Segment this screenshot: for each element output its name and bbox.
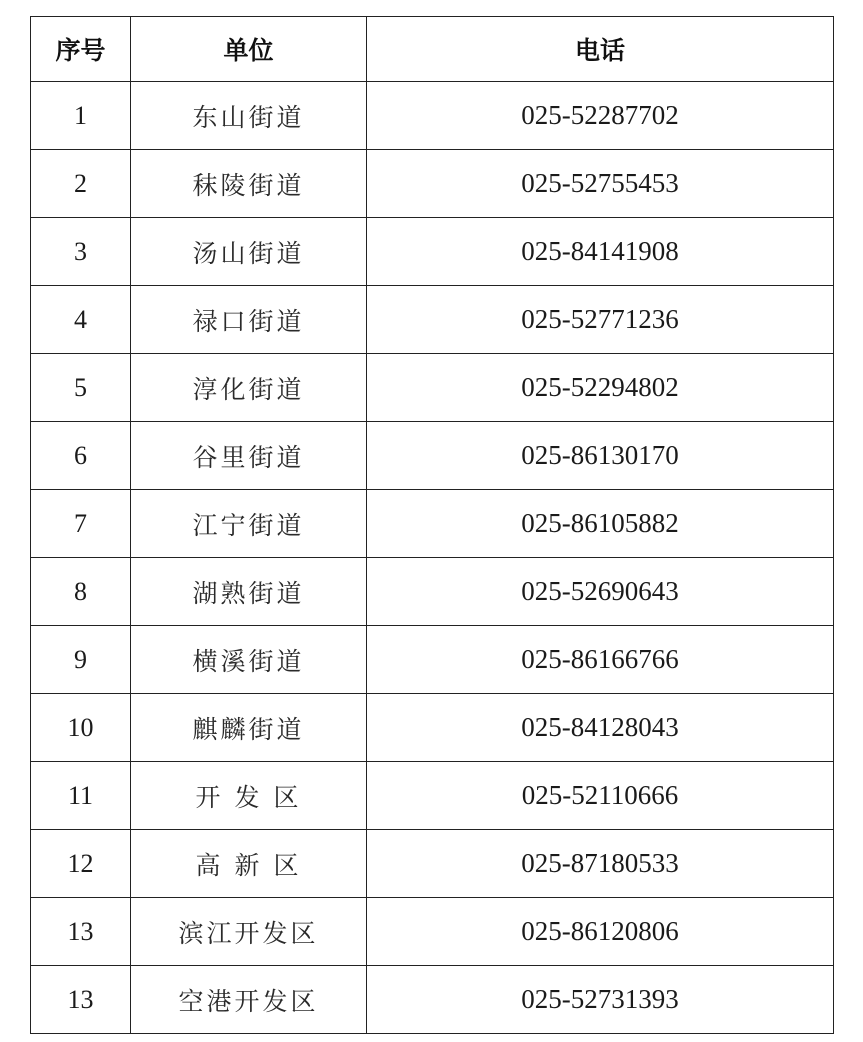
table-row [31,490,834,558]
table-header [31,17,834,82]
row-phone: 025-52731393 [367,966,834,1034]
row-seq: 12 [31,830,131,898]
row-phone: 025-86130170 [367,422,834,490]
row-phone: 025-52287702 [367,82,834,150]
row-unit: 谷里街道 [131,422,367,490]
row-seq: 13 [31,966,131,1034]
header-unit: 单位 [131,17,367,82]
table-row [31,422,834,490]
table-row [31,150,834,218]
row-phone: 025-52690643 [367,558,834,626]
header-row [31,17,834,82]
row-unit: 禄口街道 [131,286,367,354]
row-seq: 10 [31,694,131,762]
row-unit: 秣陵街道 [131,150,367,218]
row-phone: 025-52755453 [367,150,834,218]
row-unit: 淳化街道 [131,354,367,422]
table-body [31,82,834,1034]
table-row [31,762,834,830]
row-unit: 开 发 区 [131,762,367,830]
row-seq: 4 [31,286,131,354]
row-phone: 025-52294802 [367,354,834,422]
row-seq: 7 [31,490,131,558]
row-phone: 025-86105882 [367,490,834,558]
row-unit: 湖熟街道 [131,558,367,626]
row-seq: 9 [31,626,131,694]
table-row [31,354,834,422]
header-seq: 序号 [31,17,131,82]
row-unit: 高 新 区 [131,830,367,898]
row-unit: 横溪街道 [131,626,367,694]
table-row [31,966,834,1034]
row-phone: 025-86120806 [367,898,834,966]
row-unit: 东山街道 [131,82,367,150]
row-seq: 6 [31,422,131,490]
row-unit: 江宁街道 [131,490,367,558]
row-seq: 3 [31,218,131,286]
table-row [31,694,834,762]
row-phone: 025-86166766 [367,626,834,694]
row-unit: 滨江开发区 [131,898,367,966]
contact-table [30,16,834,1034]
row-seq: 2 [31,150,131,218]
row-phone: 025-52110666 [367,762,834,830]
table-row [31,898,834,966]
row-seq: 8 [31,558,131,626]
row-phone: 025-52771236 [367,286,834,354]
row-seq: 1 [31,82,131,150]
row-unit: 麒麟街道 [131,694,367,762]
row-phone: 025-84128043 [367,694,834,762]
table-row [31,830,834,898]
table-row [31,558,834,626]
row-phone: 025-87180533 [367,830,834,898]
table-row [31,218,834,286]
row-seq: 5 [31,354,131,422]
header-phone: 电话 [367,17,834,82]
row-seq: 11 [31,762,131,830]
row-unit: 空港开发区 [131,966,367,1034]
row-phone: 025-84141908 [367,218,834,286]
table-row [31,286,834,354]
table-row [31,82,834,150]
row-unit: 汤山街道 [131,218,367,286]
row-seq: 13 [31,898,131,966]
table-row [31,626,834,694]
